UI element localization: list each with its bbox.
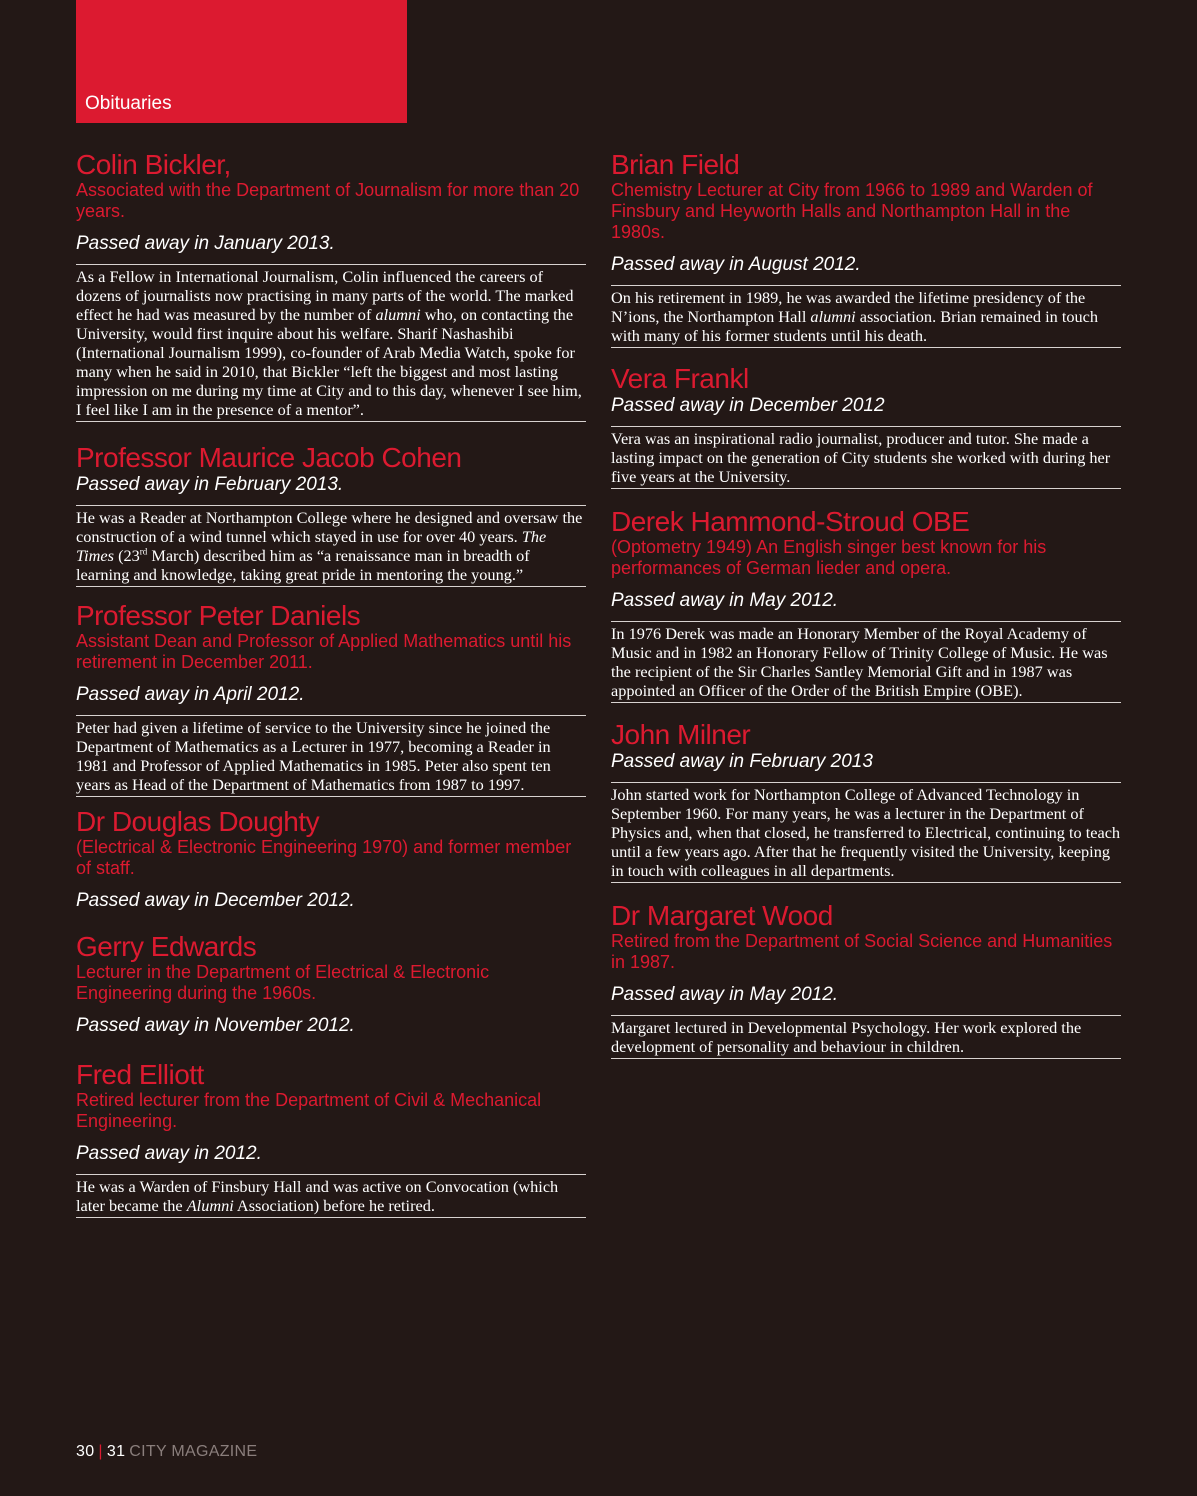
obituary-entry-brian-field <box>611 150 1121 348</box>
obituary-name: Fred Elliott <box>76 1059 204 1090</box>
section-tab <box>76 0 407 123</box>
obituary-description: Retired from the Department of Social Science and Humanities in 1987. <box>611 931 1113 972</box>
obituary-body: On his retirement in 1989, he was awarded the lifetime presidency of the N’ions, the Northampton Hall alumni association. Brian remained in touch with many of his former students until his death. <box>611 285 1121 348</box>
obituary-body: Peter had given a lifetime of service to the University since he joined the Department of Mathematics as a Lecturer in 1977, becoming a Reader in 1981 and Professor of Applied Mathematics in 1985. Peter also spent ten years as Head of the Department of Mathematics from 1987 to 1997. <box>76 715 586 797</box>
obituary-body: He was a Reader at Northampton College where he designed and oversaw the construction of a wind tunnel which stayed in use for over 40 years. The Times (23rd March) described him as “a renaissance man in breadth of learning and knowledge, taking great pride in mentoring the young.” <box>76 505 586 587</box>
obituary-name: Professor Maurice Jacob Cohen <box>76 442 462 473</box>
obituary-name: Brian Field <box>611 149 740 180</box>
obituary-name: John Milner <box>611 719 751 750</box>
obituary-body: John started work for Northampton College of Advanced Technology in September 1960. For many years, he was a lecturer in the Department of Physics and, when that closed, he transferred to Electrical, continuing to teach until a few years ago. After that he frequently visited the University, keeping in touch with colleagues in all departments. <box>611 782 1121 883</box>
obituary-date: Passed away in February 2013. <box>76 474 344 495</box>
obituary-entry-dr-margaret-wood <box>611 901 1121 1059</box>
obituary-entry-john-milner <box>611 720 1121 883</box>
obituary-description: (Electrical & Electronic Engineering 1970) and former member of staff. <box>76 837 572 878</box>
obituary-body: He was a Warden of Finsbury Hall and was active on Convocation (which later became the Alumni Association) before he retired. <box>76 1174 586 1218</box>
obituary-body: Margaret lectured in Developmental Psychology. Her work explored the development of personality and behaviour in children. <box>611 1015 1121 1059</box>
obituary-date: Passed away in December 2012. <box>76 890 355 911</box>
page-number-right: 31 <box>106 1443 126 1460</box>
obituary-date: Passed away in August 2012. <box>611 254 861 275</box>
obituary-date: Passed away in December 2012 <box>611 395 885 416</box>
obituary-entry-professor-peter-daniels <box>76 601 586 797</box>
page-number-left: 30 <box>76 1443 95 1460</box>
obituary-description: Associated with the Department of Journalism for more than 20 years. <box>76 180 580 221</box>
obituary-date: Passed away in May 2012. <box>611 984 839 1005</box>
obituary-description: Retired lecturer from the Department of Civil & Mechanical Engineering. <box>76 1090 542 1131</box>
obituary-entry-fred-elliott <box>76 1060 586 1218</box>
obituary-entry-vera-frankl <box>611 364 1121 489</box>
obituary-name: Dr Margaret Wood <box>611 900 833 931</box>
obituary-date: Passed away in February 2013 <box>611 751 873 772</box>
obituary-description: (Optometry 1949) An English singer best known for his performances of German lieder and opera. <box>611 537 1047 578</box>
obituary-date: Passed away in 2012. <box>76 1143 262 1164</box>
obituary-date: Passed away in November 2012. <box>76 1015 355 1036</box>
obituary-body: In 1976 Derek was made an Honorary Member of the Royal Academy of Music and in 1982 an Honorary Fellow of Trinity College of Music. He was the recipient of the Sir Charles Santley Memorial Gift and in 1987 was appointed an Officer of the Order of the British Empire (OBE). <box>611 621 1121 703</box>
section-title: Obituaries <box>85 93 172 114</box>
obituary-date: Passed away in May 2012. <box>611 590 839 611</box>
obituary-entry-dr-douglas-doughty <box>76 807 586 913</box>
obituary-description: Lecturer in the Department of Electrical & Electronic Engineering during the 1960s. <box>76 962 490 1003</box>
obituary-name: Derek Hammond-Stroud OBE <box>611 506 970 537</box>
obituary-body: Vera was an inspirational radio journalist, producer and tutor. She made a lasting impact on the generation of City students she worked with during her five years at the University. <box>611 426 1121 489</box>
obituary-entry-gerry-edwards <box>76 932 586 1038</box>
obituary-description: Chemistry Lecturer at City from 1966 to 1989 and Warden of Finsbury and Heyworth Halls and Northampton Hall in the 1980s. <box>611 180 1093 242</box>
obituary-name: Dr Douglas Doughty <box>76 806 320 837</box>
obituary-name: Professor Peter Daniels <box>76 600 361 631</box>
obituary-date: Passed away in April 2012. <box>76 684 305 705</box>
page-separator: | <box>98 1443 103 1460</box>
obituary-date: Passed away in January 2013. <box>76 233 335 254</box>
obituary-description: Assistant Dean and Professor of Applied Mathematics until his retirement in December 2011. <box>76 631 572 672</box>
page-footer <box>76 1443 257 1461</box>
obituary-name: Gerry Edwards <box>76 931 257 962</box>
obituary-entry-professor-maurice-jacob-cohen <box>76 443 586 587</box>
left-column <box>76 145 586 1218</box>
obituary-name: Vera Frankl <box>611 363 749 394</box>
obituary-entry-derek-hammond-stroud-obe <box>611 507 1121 703</box>
obituary-body: As a Fellow in International Journalism, Colin influenced the careers of dozens of journalists now practising in many parts of the world. The marked effect he had was measured by the number of alumni who, on contacting the University, would first inquire about his welfare. Sharif Nashashibi (International Journalism 1999), co-founder of Arab Media Watch, spoke for many when he said in 2010, that Bickler “left the biggest and most lasting impression on me during my time at City and to this day, whenever I see him, I feel like I am in the presence of a mentor”. <box>76 264 586 422</box>
obituary-entry-colin-bickler <box>76 150 586 422</box>
magazine-name: CITY MAGAZINE <box>129 1443 258 1460</box>
obituary-name: Colin Bickler, <box>76 149 231 180</box>
right-column <box>611 145 1121 1059</box>
